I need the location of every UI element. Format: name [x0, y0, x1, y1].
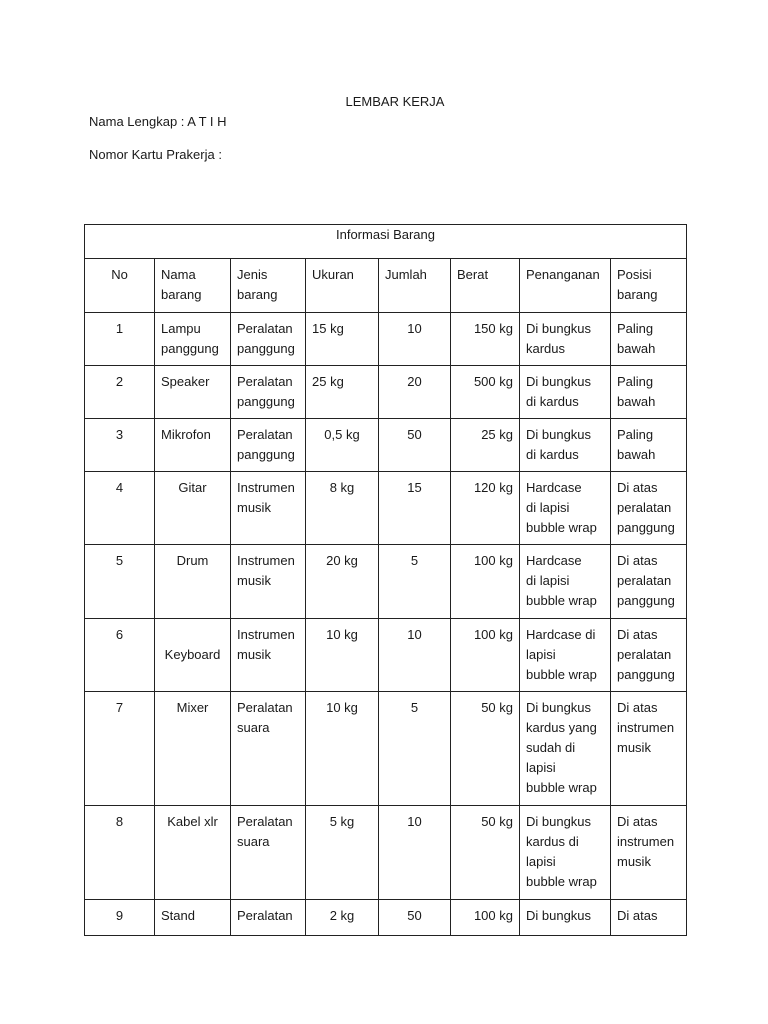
header-no: No	[85, 259, 155, 313]
cell-jumlah: 50	[379, 419, 451, 472]
cell-jenis-barang: Peralatan	[231, 900, 306, 936]
cell-penanganan: Di bungkus kardus	[520, 313, 611, 366]
document-title: LEMBAR KERJA	[345, 94, 445, 109]
table-row	[85, 419, 687, 472]
cell-ukuran: 0,5 kg	[306, 419, 379, 472]
header-nama-barang: Nama barang	[155, 259, 231, 313]
table-row	[85, 313, 687, 366]
cell-posisi-barang: Di atas	[611, 900, 687, 936]
cell-jenis-barang: Peralatan suara	[231, 806, 306, 900]
cell-nama-barang: Speaker	[155, 366, 231, 419]
cell-penanganan: Di bungkus	[520, 900, 611, 936]
table-title: Informasi Barang	[85, 225, 687, 259]
cell-nama-barang: Stand	[155, 900, 231, 936]
cell-jenis-barang: Instrumen musik	[231, 545, 306, 619]
header-posisi-barang: Posisi barang	[611, 259, 687, 313]
cell-penanganan: Hardcase di lapisi bubble wrap	[520, 472, 611, 545]
cell-jenis-barang: Instrumen musik	[231, 619, 306, 692]
cell-no: 9	[85, 900, 155, 936]
cell-nama-barang: Gitar	[155, 472, 231, 545]
cell-jumlah: 15	[379, 472, 451, 545]
cell-posisi-barang: Di atas peralatan panggung	[611, 472, 687, 545]
cell-nama-barang: Mixer	[155, 692, 231, 806]
table-row	[85, 545, 687, 619]
informasi-barang-table	[84, 224, 687, 936]
cell-nama-barang: Drum	[155, 545, 231, 619]
table-row	[85, 366, 687, 419]
cell-berat: 120 kg	[451, 472, 520, 545]
cell-posisi-barang: Di atas peralatan panggung	[611, 545, 687, 619]
cell-berat: 50 kg	[451, 692, 520, 806]
cell-ukuran: 8 kg	[306, 472, 379, 545]
cell-no: 2	[85, 366, 155, 419]
cell-jumlah: 20	[379, 366, 451, 419]
cell-berat: 150 kg	[451, 313, 520, 366]
cell-no: 8	[85, 806, 155, 900]
cell-jenis-barang: Peralatan panggung	[231, 366, 306, 419]
cell-penanganan: Di bungkus kardus di lapisi bubble wrap	[520, 806, 611, 900]
cell-berat: 50 kg	[451, 806, 520, 900]
nama-lengkap-field: Nama Lengkap : A T I H	[89, 114, 227, 129]
header-jumlah: Jumlah	[379, 259, 451, 313]
cell-berat: 100 kg	[451, 900, 520, 936]
cell-ukuran: 10 kg	[306, 619, 379, 692]
header-penanganan: Penanganan	[520, 259, 611, 313]
nomor-kartu-field: Nomor Kartu Prakerja :	[89, 147, 222, 162]
cell-penanganan: Hardcase di lapisi bubble wrap	[520, 619, 611, 692]
cell-berat: 500 kg	[451, 366, 520, 419]
cell-posisi-barang: Paling bawah	[611, 419, 687, 472]
table-row	[85, 692, 687, 806]
cell-no: 7	[85, 692, 155, 806]
cell-jumlah: 10	[379, 806, 451, 900]
cell-jenis-barang: Instrumen musik	[231, 472, 306, 545]
cell-posisi-barang: Di atas peralatan panggung	[611, 619, 687, 692]
cell-no: 3	[85, 419, 155, 472]
cell-nama-barang: Lampu panggung	[155, 313, 231, 366]
table-row	[85, 472, 687, 545]
header-ukuran: Ukuran	[306, 259, 379, 313]
header-berat: Berat	[451, 259, 520, 313]
cell-posisi-barang: Paling bawah	[611, 313, 687, 366]
cell-jumlah: 5	[379, 545, 451, 619]
cell-penanganan: Di bungkus kardus yang sudah di lapisi bubble wrap	[520, 692, 611, 806]
cell-berat: 100 kg	[451, 619, 520, 692]
cell-ukuran: 5 kg	[306, 806, 379, 900]
cell-posisi-barang: Paling bawah	[611, 366, 687, 419]
cell-no: 6	[85, 619, 155, 692]
cell-no: 1	[85, 313, 155, 366]
cell-posisi-barang: Di atas instrumen musik	[611, 692, 687, 806]
cell-posisi-barang: Di atas instrumen musik	[611, 806, 687, 900]
cell-berat: 25 kg	[451, 419, 520, 472]
cell-no: 5	[85, 545, 155, 619]
cell-ukuran: 25 kg	[306, 366, 379, 419]
table-row	[85, 619, 687, 692]
cell-jenis-barang: Peralatan panggung	[231, 313, 306, 366]
cell-penanganan: Di bungkus di kardus	[520, 419, 611, 472]
cell-ukuran: 20 kg	[306, 545, 379, 619]
cell-nama-barang: Mikrofon	[155, 419, 231, 472]
header-jenis-barang: Jenis barang	[231, 259, 306, 313]
cell-ukuran: 2 kg	[306, 900, 379, 936]
cell-nama-barang: Kabel xlr	[155, 806, 231, 900]
table-header-row	[85, 259, 687, 313]
cell-ukuran: 10 kg	[306, 692, 379, 806]
cell-berat: 100 kg	[451, 545, 520, 619]
cell-jenis-barang: Peralatan suara	[231, 692, 306, 806]
cell-jumlah: 5	[379, 692, 451, 806]
cell-nama-barang: Keyboard	[155, 619, 231, 692]
table-row	[85, 900, 687, 936]
table-title-row	[85, 225, 687, 259]
cell-penanganan: Hardcase di lapisi bubble wrap	[520, 545, 611, 619]
cell-jumlah: 10	[379, 619, 451, 692]
cell-no: 4	[85, 472, 155, 545]
cell-jenis-barang: Peralatan panggung	[231, 419, 306, 472]
table-row	[85, 806, 687, 900]
cell-jumlah: 50	[379, 900, 451, 936]
cell-penanganan: Di bungkus di kardus	[520, 366, 611, 419]
cell-ukuran: 15 kg	[306, 313, 379, 366]
cell-jumlah: 10	[379, 313, 451, 366]
